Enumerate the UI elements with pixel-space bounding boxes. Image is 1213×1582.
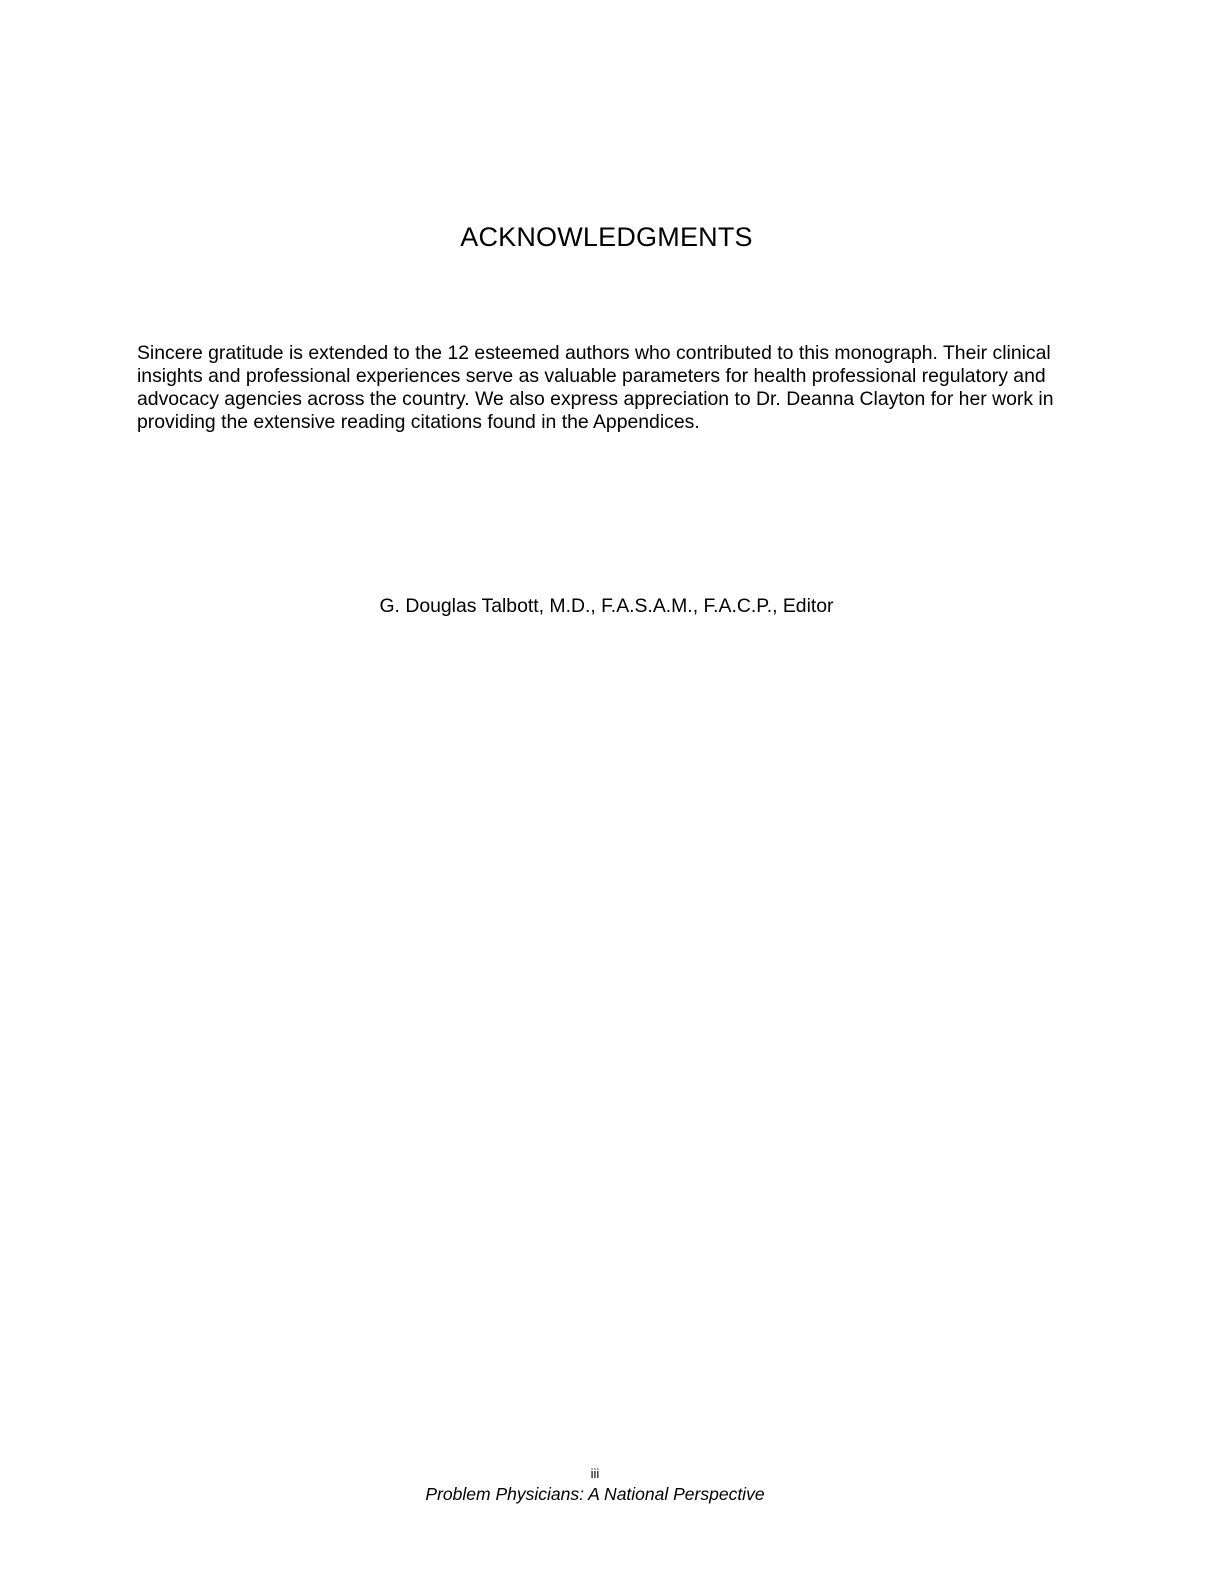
page-title: ACKNOWLEDGMENTS [460,222,753,252]
page-number: iii [590,1466,600,1481]
editor-signature: G. Douglas Talbott, M.D., F.A.S.A.M., F.A.C.P., Editor [379,595,834,617]
footer-title: Problem Physicians: A National Perspective [425,1484,765,1504]
acknowledgment-paragraph: Sincere gratitude is extended to the 12 esteemed authors who contributed to this monograph. Their clinical insights and professional experiences serve as valuable parameters for health professional regulatory and advocacy agencies across the country. We also express appreciation to Dr. Deanna Clayton for her work in providing the extensive reading citations found in the Appendices. [137,342,1054,433]
